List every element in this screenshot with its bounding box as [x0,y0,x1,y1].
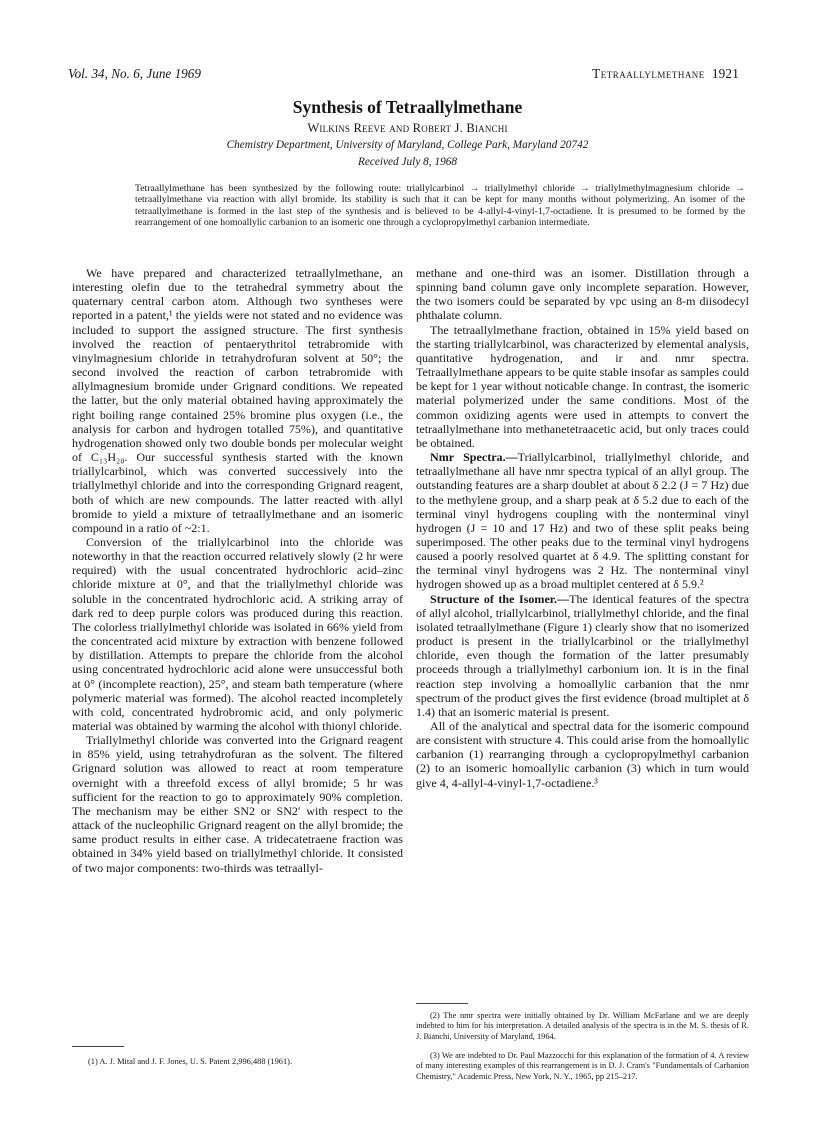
running-title: Tetraallylmethane [592,66,705,81]
footnote: (3) We are indebted to Dr. Paul Mazzocchi for this explanation of the formation of 4. A review of many interesting examples of this rearrangement is in D. J. Cram's "Fundamentals of Carbanion Chemistry," Academic Press, New York, N. Y., 1965, pp 215–217. [416,1051,749,1081]
section-heading: Nmr Spectra.— [430,450,518,465]
journal-volume-info: Vol. 34, No. 6, June 1969 [68,66,201,81]
paragraph: The tetraallylmethane fraction, obtained in 15% yield based on the starting triallylcarbinol, was characterized by elemental analysis, quantitative hydrogenation, and ir and nmr spectra. Tetraallylmethane appears to be quite stable insofar as samples could be kept for 1 year without noticable change. In contrast, the isomeric material polymerized under the same conditions. Most of the common oxidizing agents were used in attempts to convert the tetraallylmethane into methanetetraacetic acid, but only traces could be obtained. [416,322,749,450]
footnote: (2) The nmr spectra were initially obtained by Dr. William McFarlane and we are deeply indebted to him for his interpretation. A detailed analysis of the spectra is in the M. S. thesis of R. J. Bianchi, University of Maryland, 1964. [416,1011,749,1041]
paragraph [416,450,749,592]
article-title: Synthesis of Tetraallylmethane [292,97,523,117]
affiliation: Chemistry Department, University of Maryland, College Park, Maryland 20742 [226,139,589,151]
paragraph: All of the analytical and spectral data for the isomeric compound are consistent with structure 4. This could arise from the homoallylic carbanion (1) rearranging through a cyclopropylmethyl carbanion (2) to an isomeric homoallylic carbanion (3) which in turn would give 4, 4-allyl-4-vinyl-1,7-octadiene.³ [416,719,749,790]
author-line: Wilkins Reeve and Robert J. Bianchi [307,121,508,135]
paragraph: Triallylmethyl chloride was converted into the Grignard reagent in 85% yield, using tetrahydrofuran as the solvent. The filtered Grignard solution was allowed to react at room temperature overnight with a threefold excess of allyl bromide; 5 hr was sufficient for the reaction to go to approximately 90% completion. The mechanism may be either SN2 or SN2′ with respect to the attack of the nucleophilic Grignard reagent on the allyl bromide; the same product results in either case. A tridecatetraene fraction was obtained in 34% yield based on triallylmethyl chloride. It consisted of two major components: two-thirds was tetraallyl- [72,733,403,875]
paragraph-text: The identical features of the spectra of allyl alcohol, triallylcarbinol, triallylmethyl chloride, and the final isolated tetraallylmethane (Figure 1) clearly show that no isomerized product is present in the triallylcarbinol or the triallylmethyl chloride, even though the formation of the latter presumably proceeds through a triallylmethyl carbonium ion. It is in the final reaction step involving a homoallylic carbanion that the nmr spectrum of the product gives the first evidence (broad multiplet at δ 1.4) that an isomeric material is present. [416,591,749,719]
right-column [416,266,749,790]
received-date: Received July 8, 1968 [357,156,458,168]
paragraph-text: Triallylcarbinol, triallylmethyl chloride, and tetraallylmethane all have nmr spectra typical of an allyl group. The outstanding features are a sharp doublet at about δ 2.2 (J = 7 Hz) due to the methylene group, and a sharp peak at δ 5.2 due to each of the terminal vinyl hydrogens coupling with the nonterminal vinyl hydrogen (J = 10 and 17 Hz) and two of these split peaks being superimposed. The other peaks due to the terminal vinyl hydrogens caused a poorly resolved quartet at δ 4.9. The splitting constant for the terminal vinyl hydrogens was 2 Hz. The nonterminal vinyl hydrogen showed up as a broad multiplet centered at δ 5.9.² [416,450,749,592]
left-column [72,266,403,875]
abstract: Tetraallylmethane has been synthesized by the following route: triallylcarbinol → triallylmethyl chloride → triallylmethylmagnesium chloride → tetraallylmethane via reaction with allyl bromide. Its stability is such that it can be kept for many months without polymerizing. An isomer of the tetraallylmethane is formed in the last step of the synthesis and is believed to be 4-allyl-4-vinyl-1,7-octadiene. It is presumed to be formed by the rearrangement of one homoallylic carbanion to an isomeric one through a cyclopropylmethyl carbanion intermediate. [135,183,745,229]
section-heading: Structure of the Isomer.— [430,591,570,606]
footnote-divider [72,1046,124,1047]
title-block [0,96,815,170]
footnote: (1) A. J. Mital and J. F. Jones, U. S. Patent 2,996,488 (1961). [88,1057,293,1066]
running-head [68,66,739,84]
running-title-and-page [592,66,739,82]
paragraph: methane and one-third was an isomer. Distillation through a spinning band column gave only incomplete separation. However, the two isomers could be separated by vpc using an 8-m diisodecyl phthalate column. [416,266,749,323]
paragraph: We have prepared and characterized tetraallylmethane, an interesting olefin due to the tetrahedral symmetry about the quaternary central carbon atom. Although two syntheses were reported in a patent,¹ the yields were not stated and no evidence was included to support the assigned structure. The first synthesis involved the reaction of pentaerythritol tetrabromide with vinylmagnesium chloride in tetrahydrofuran solvent at 50°; the second involved the reaction of carbon tetrabromide with allylmagnesium bromide under Grignard conditions. We repeated the latter, but the only material obtained having approximately the right boiling range contained 25% bromine plus oxygen (i.e., the analysis for carbon and hydrogen totalled 75%), and quantitative hydrogenation showed only two double bonds per molecular weight of C₁₃H₂₀. Our successful synthesis started with the known triallylcarbinol, which was converted successively into the triallylmethyl chloride and into the corresponding Grignard reagent, both of which are new compounds. The latter reacted with allyl bromide to yield a mixture of tetraallylmethane and an isomeric compound in a ratio of ~2:1. [72,266,403,535]
paragraph [416,592,749,719]
footnote-divider [416,1003,468,1004]
paragraph: Conversion of the triallylcarbinol into the chloride was noteworthy in that the reaction occurred relatively slowly (2 hr were required) with the usual concentrated hydrochloric acid–zinc chloride mixture at 0°, and that the triallylmethyl chloride was soluble in the concentrated hydrochloric acid. A striking array of dark red to deep purple colors was produced during this reaction. The colorless triallylmethyl chloride was isolated in 66% yield from the concentrated acid mixture by extraction with benzene followed by distillation. Attempts to prepare the chloride from the alcohol using concentrated hydrochloric acid alone were unsuccessful both at 0° (incomplete reaction), 25°, and steam bath temperature (where polymeric material was formed). The alcohol reacted incompletely with cold, concentrated hydrobromic acid, and only polymeric material was obtained by warming the alcohol with thionyl chloride. [72,534,403,733]
page-number: 1921 [711,66,739,81]
